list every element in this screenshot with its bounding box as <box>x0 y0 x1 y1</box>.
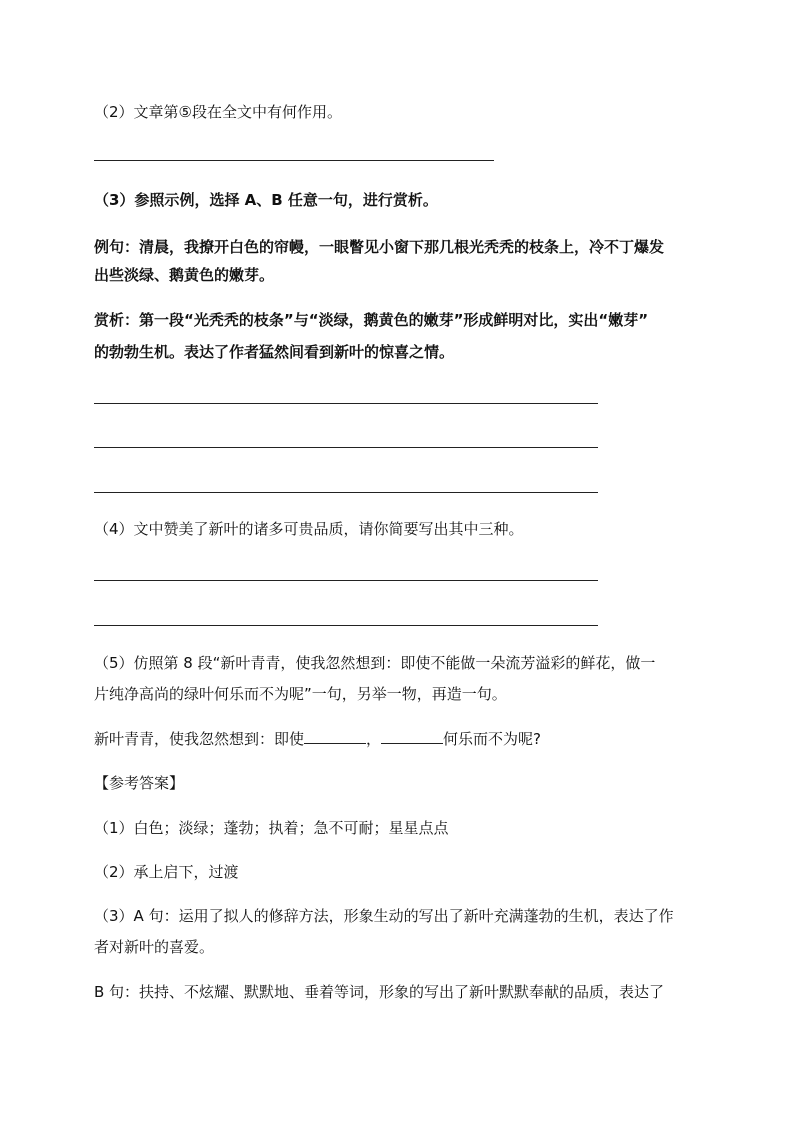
answer-line <box>94 447 598 448</box>
answers-heading: 【参考答案】 <box>94 774 185 792</box>
answer-line <box>94 403 598 404</box>
answer-line <box>94 580 598 581</box>
fill-sentence-comma: ， <box>366 730 382 748</box>
answer-3-b: B 句：扶持、不炫耀、默默地、垂着等词，形象的写出了新叶默默奉献的品质，表达了 <box>94 983 665 1001</box>
example-sentence-line-1: 例句：清晨，我撩开白色的帘幔，一眼瞥见小窗下那几根光秃秃的枝条上，冷不丁爆发 <box>94 238 665 256</box>
analysis-line-2: 的勃勃生机。表达了作者猛然间看到新叶的惊喜之情。 <box>94 343 455 361</box>
example-sentence-line-2: 出些淡绿、鹅黄色的嫩芽。 <box>94 266 275 284</box>
answer-1: （1）白色；淡绿；蓬勃；执着；急不可耐；星星点点 <box>94 819 449 837</box>
question-3-prompt: （3）参照示例，选择 A、B 任意一句，进行赏析。 <box>94 191 438 209</box>
answer-line <box>94 625 598 626</box>
fill-in-sentence <box>94 729 541 749</box>
question-5-line-1: （5）仿照第 8 段“新叶青青，使我忽然想到：即使不能做一朵流芳溢彩的鲜花，做一 <box>94 654 656 672</box>
question-5-line-2: 片纯净高尚的绿叶何乐而不为呢”一句，另举一物，再造一句。 <box>94 685 507 703</box>
fill-blank-2[interactable] <box>381 729 443 744</box>
question-4: （4）文中赞美了新叶的诸多可贵品质，请你简要写出其中三种。 <box>94 520 524 538</box>
answer-2: （2）承上启下，过渡 <box>94 863 239 881</box>
fill-sentence-end: 何乐而不为呢? <box>443 730 541 748</box>
answer-3-line-1: （3）A 句：运用了拟人的修辞方法，形象生动的写出了新叶充满蓬勃的生机，表达了作 <box>94 907 674 925</box>
answer-line <box>94 492 598 493</box>
answer-3-line-2: 者对新叶的喜爱。 <box>94 938 215 956</box>
fill-sentence-start: 新叶青青，使我忽然想到：即使 <box>94 730 305 748</box>
fill-blank-1[interactable] <box>304 729 366 744</box>
analysis-line-1: 赏析：第一段“光秃秃的枝条”与“淡绿，鹅黄色的嫩芽”形成鲜明对比，实出“嫩芽” <box>94 311 649 329</box>
question-2: （2）文章第⑤段在全文中有何作用。 <box>94 103 342 121</box>
answer-line <box>94 160 494 161</box>
